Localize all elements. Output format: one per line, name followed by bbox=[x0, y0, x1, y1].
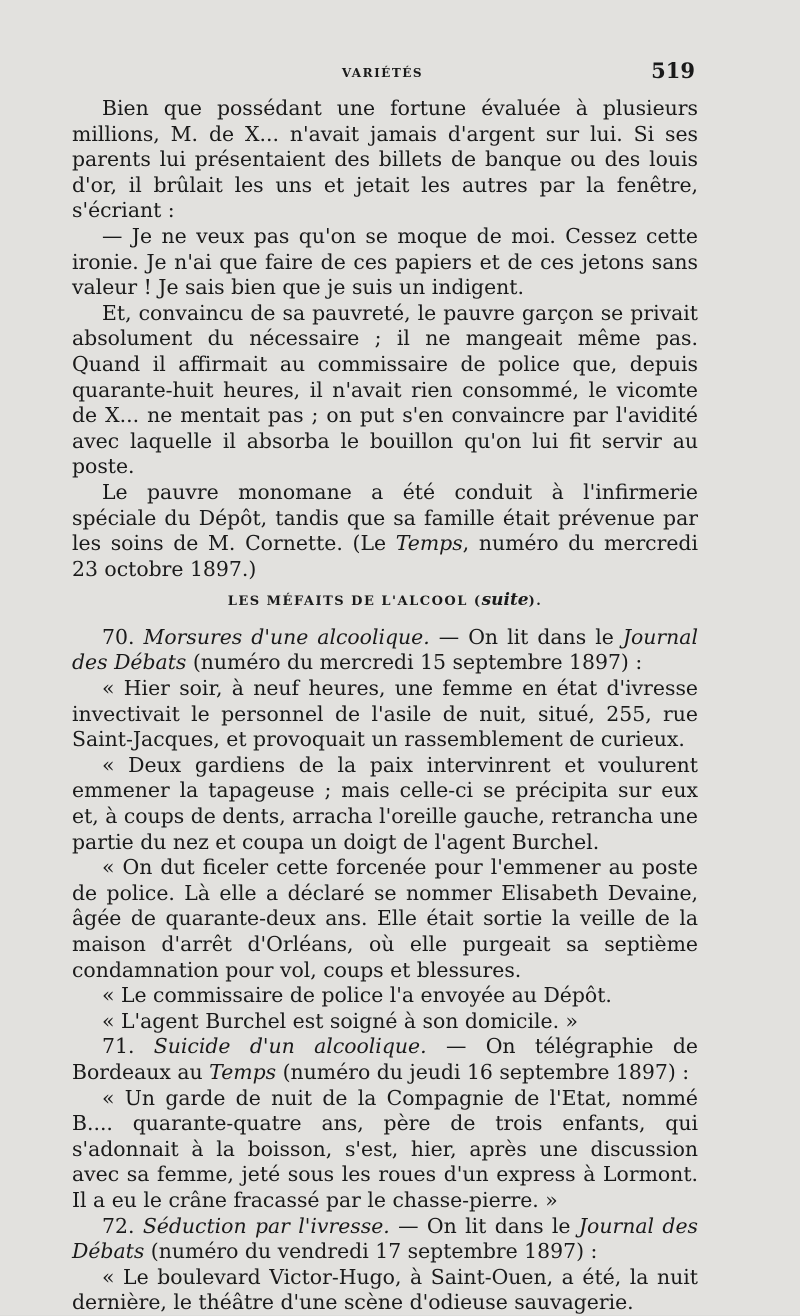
entry-72 bbox=[72, 1214, 698, 1265]
entry-70 bbox=[72, 625, 698, 676]
paragraph-text: — On lit dans le bbox=[429, 624, 623, 649]
quote-paragraph: « Deux gardiens de la paix intervinrent et voulurent emmener la tapageuse ; mais celle-ci se précipita sur eux et, à coups de dents, arracha l'oreille gauche, retrancha une partie du nez et coupa un doigt de l'agent Burchel. bbox=[72, 752, 698, 854]
page-number: 519 bbox=[651, 58, 695, 83]
paragraph: — Je ne veux pas qu'on se moque de moi. Cessez cette ironie. Je n'ai que faire de ces papiers et de ces jetons sans valeur ! Je sais bien que je suis un indigent. bbox=[72, 223, 698, 300]
quote-paragraph: « On dut ficeler cette forcenée pour l'emmener au poste de police. Là elle a déclaré se nommer Elisabeth Devaine, âgée de quarante-deux ans. Elle était sortie la veille de la maison d'arrêt d'Orléans, où elle purgeait sa septième condamnation pour vol, coups et blessures. bbox=[72, 855, 698, 982]
quote-paragraph: « L'agent Burchel est soigné à son domicile. » bbox=[102, 1008, 579, 1033]
section-title bbox=[72, 588, 698, 615]
entry-title: Morsures d'une alcoolique. bbox=[143, 624, 430, 649]
paragraph-text: Le pauvre monomane a été conduit à l'infirmerie spéciale du Dépôt, tandis que sa famille était prévenue par les soins de M. Cornette. (Le bbox=[72, 479, 698, 556]
paragraph: Et, convaincu de sa pauvreté, le pauvre garçon se privait absolument du nécessaire ; il ne mangeait même pas. Quand il affirmait au commissaire de police que, depuis quarante-huit heures, il n'avait rien consommé, le vicomte de X... ne mentait pas ; on put s'en convaincre par l'avidité avec laquelle il absorba le bouillon qu'on lui fit servir au poste. bbox=[72, 300, 698, 479]
section-title-text: LES MÉFAITS DE L'ALCOOL bbox=[227, 594, 468, 610]
quote-paragraph: « Le boulevard Victor-Hugo, à Saint-Ouen, a été, la nuit dernière, le théâtre d'une scène d'odieuse sauvagerie. bbox=[72, 1264, 698, 1315]
paragraph-text: — On télégraphie de Bordeaux au bbox=[72, 1034, 698, 1084]
section-title-paren: ). bbox=[528, 594, 543, 610]
running-title: VARIÉTÉS bbox=[341, 66, 424, 80]
journal-title: Journal des Débats bbox=[72, 624, 698, 675]
quote-paragraph: « Le commissaire de police l'a envoyée au Dépôt. bbox=[102, 983, 612, 1008]
paragraph-text: — On lit dans le bbox=[389, 1213, 579, 1238]
paragraph-text: (numéro du jeudi 16 septembre 1897) : bbox=[276, 1059, 690, 1084]
paragraph-text: , numéro du mercredi 23 octobre 1897.) bbox=[72, 531, 698, 581]
entry-title: Séduction par l'ivresse. bbox=[142, 1213, 390, 1238]
section-title-paren: ( bbox=[467, 594, 482, 610]
quote-paragraph: « Un garde de nuit de la Compagnie de l'Etat, nommé B.... quarante-quatre ans, père de trois enfants, qui s'adonnait à la boisson, s'est, hier, après une discussion avec sa femme, jeté sous les roues d'un express à Lormont. Il a eu le crâne fracassé par le chasse-pierre. » bbox=[72, 1085, 698, 1212]
page-header bbox=[70, 58, 695, 88]
entry-number: 72. bbox=[102, 1213, 143, 1238]
paragraph-text: (numéro du mercredi 15 septembre 1897) : bbox=[186, 650, 643, 675]
paragraph bbox=[72, 480, 698, 582]
entry-71 bbox=[72, 1034, 698, 1085]
paragraph: Bien que possédant une fortune évaluée à plusieurs millions, M. de X... n'avait jamais d'argent sur lui. Si ses parents lui présentaient des billets de banque ou des louis d'or, il brûlait les uns et jetait les autres par la fenêtre, s'écriant : bbox=[72, 96, 698, 223]
body-text bbox=[72, 96, 698, 1316]
journal-title: Temps bbox=[395, 531, 463, 556]
paragraph-text: (numéro du vendredi 17 septembre 1897) : bbox=[144, 1239, 598, 1264]
journal-title: Temps bbox=[209, 1059, 277, 1084]
section-title-suffix: suite bbox=[481, 590, 529, 611]
entry-number: 71. bbox=[102, 1034, 154, 1059]
entry-title: Suicide d'un alcoolique. bbox=[153, 1034, 427, 1059]
quote-paragraph: « Hier soir, à neuf heures, une femme en état d'ivresse invectivait le personnel de l'asile de nuit, situé, 255, rue Saint-Jacques, et provoquait un rassemblement de curieux. bbox=[72, 676, 698, 752]
entry-number: 70. bbox=[102, 624, 144, 649]
journal-title: Journal des Débats bbox=[72, 1213, 698, 1264]
